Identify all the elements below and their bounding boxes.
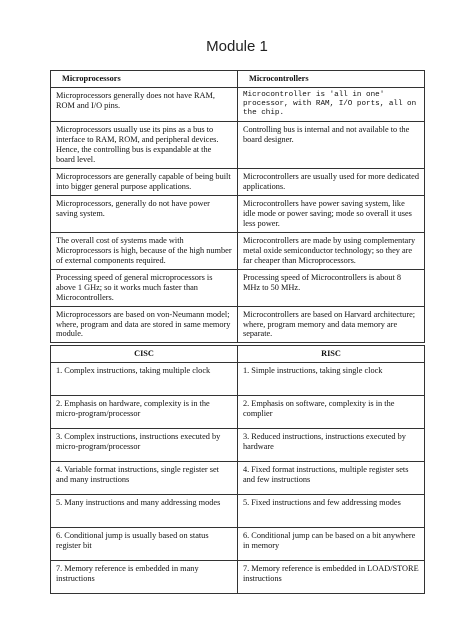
table-row xyxy=(51,169,425,196)
table-cell: 6. Conditional jump is usually based on status register bit xyxy=(51,527,238,560)
header-risc: RISC xyxy=(238,346,425,363)
table-row xyxy=(51,196,425,233)
table-cell: 7. Memory reference is embedded in many instructions xyxy=(51,560,238,593)
cisc-vs-risc-table xyxy=(50,345,425,594)
table-cell: Microprocessors, generally do not have power saving system. xyxy=(51,196,238,233)
table-row xyxy=(51,395,425,428)
table-cell: 3. Reduced instructions, instructions executed by hardware xyxy=(238,428,425,461)
table-header-row xyxy=(51,71,425,88)
table-cell: 6. Conditional jump can be based on a bit anywhere in memory xyxy=(238,527,425,560)
table-cell: Microprocessors are generally capable of being built into bigger general purpose applications. xyxy=(51,169,238,196)
table-row xyxy=(51,122,425,169)
table-cell: The overall cost of systems made with Microprocessors is high, because of the high number of external components required. xyxy=(51,232,238,269)
table-row xyxy=(51,494,425,527)
table-row xyxy=(51,560,425,593)
table-row xyxy=(51,232,425,269)
table-cell: Microcontroller is 'all in one' processor, with RAM, I/O ports, all on the chip. xyxy=(238,87,425,121)
table-row xyxy=(51,527,425,560)
table-header-row xyxy=(51,346,425,363)
table-cell: 4. Variable format instructions, single register set and many instructions xyxy=(51,461,238,494)
table-cell: 2. Emphasis on software, complexity is in the complier xyxy=(238,395,425,428)
table-cell: Microprocessors usually use its pins as a bus to interface to RAM, ROM, and peripheral devices. Hence, the controlling bus is expandable at the board level. xyxy=(51,122,238,169)
table-cell: Microcontrollers are made by using complementary metal oxide semiconductor technology; so they are far cheaper than Microprocessors. xyxy=(238,232,425,269)
table-cell: 5. Fixed instructions and few addressing modes xyxy=(238,494,425,527)
header-microcontrollers: Microcontrollers xyxy=(238,71,425,88)
microprocessor-vs-microcontroller-table xyxy=(50,70,425,343)
table-cell: 1. Complex instructions, taking multiple clock xyxy=(51,362,238,395)
table-cell: 2. Emphasis on hardware, complexity is in the micro-program/processor xyxy=(51,395,238,428)
table-row xyxy=(51,461,425,494)
table-row xyxy=(51,306,425,343)
table-cell: Microprocessors generally does not have RAM, ROM and I/O pins. xyxy=(51,87,238,121)
table-cell: Controlling bus is internal and not available to the board designer. xyxy=(238,122,425,169)
header-cisc: CISC xyxy=(51,346,238,363)
table-cell: 7. Memory reference is embedded in LOAD/STORE instructions xyxy=(238,560,425,593)
table-row xyxy=(51,87,425,121)
table-cell: Processing speed of general microprocessors is above 1 GHz; so it works much faster than Microcontrollers. xyxy=(51,269,238,306)
table-cell: Microcontrollers are based on Harvard architecture; where, program memory and data memory are separate. xyxy=(238,306,425,343)
table-row xyxy=(51,362,425,395)
table-cell: Microprocessors are based on von-Neumann model; where, program and data are stored in same memory module. xyxy=(51,306,238,343)
table-row xyxy=(51,428,425,461)
table-cell: 1. Simple instructions, taking single clock xyxy=(238,362,425,395)
table-cell: Processing speed of Microcontrollers is about 8 MHz to 50 MHz. xyxy=(238,269,425,306)
table-cell: 3. Complex instructions, instructions executed by micro-program/processor xyxy=(51,428,238,461)
table-cell: 5. Many instructions and many addressing modes xyxy=(51,494,238,527)
table-cell: Microcontrollers have power saving system, like idle mode or power saving; mode so overall it uses less power. xyxy=(238,196,425,233)
header-microprocessors: Microprocessors xyxy=(51,71,238,88)
table-cell: Microcontrollers are usually used for more dedicated applications. xyxy=(238,169,425,196)
page-title: Module 1 xyxy=(206,38,268,55)
table-cell: 4. Fixed format instructions, multiple register sets and few instructions xyxy=(238,461,425,494)
table-row xyxy=(51,269,425,306)
